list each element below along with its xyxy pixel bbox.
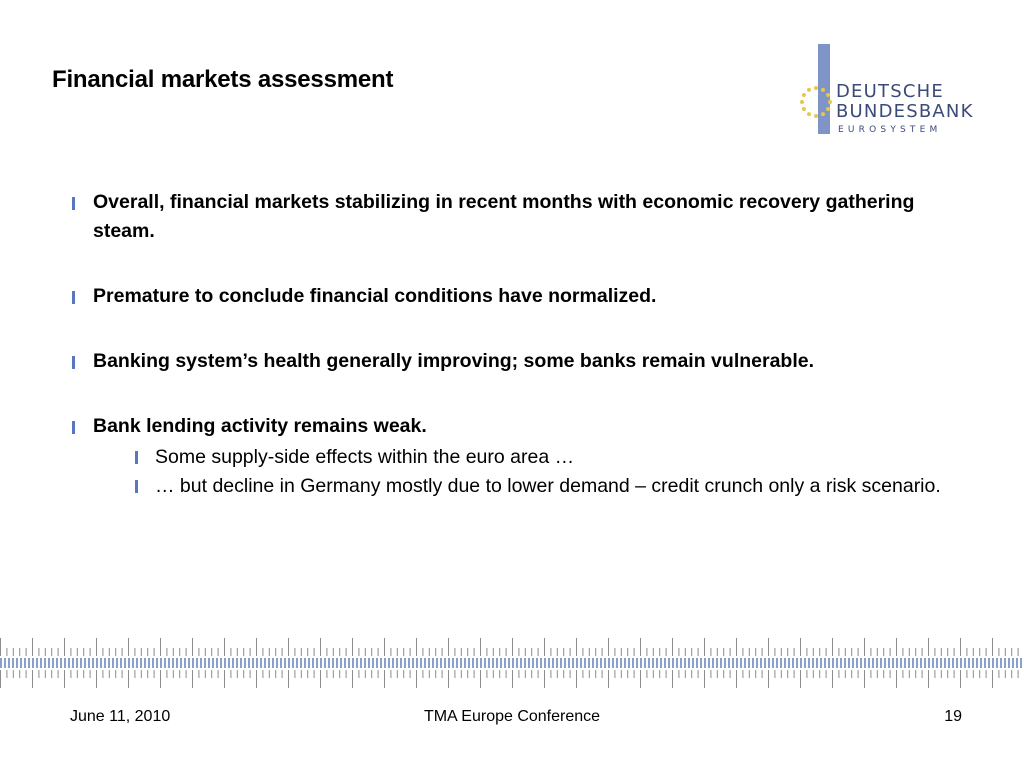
bullet-item (70, 347, 960, 376)
bullet-marker-icon (72, 197, 75, 210)
bullet-text: Overall, financial markets stabilizing in recent months with economic recovery gathering steam. (93, 191, 915, 242)
bullet-item (70, 282, 960, 311)
bullet-text: Banking system’s health generally improving; some banks remain vulnerable. (93, 350, 815, 372)
bullet-text: Premature to conclude financial conditions have normalized. (93, 285, 657, 307)
sub-bullet-list (93, 443, 960, 501)
bullet-item (70, 412, 960, 501)
sub-bullet-item (93, 472, 960, 501)
sub-bullet-item (93, 443, 960, 472)
ruler-decoration (0, 638, 1024, 688)
footer-conference: TMA Europe Conference (423, 708, 601, 725)
logo-text-deutsche: DEUTSCHE (836, 81, 944, 102)
bullet-marker-icon (72, 356, 75, 369)
sub-bullet-text: Some supply-side effects within the euro area … (155, 446, 575, 468)
footer-page-number: 19 (944, 708, 962, 725)
bullet-marker-icon (72, 291, 75, 304)
footer-date: June 11, 2010 (70, 708, 171, 725)
bullet-marker-icon (72, 421, 75, 434)
bullet-text: Bank lending activity remains weak. (93, 415, 427, 437)
bullet-list (70, 188, 960, 501)
logo-text-bundesbank: BUNDESBANK (836, 101, 974, 122)
logo-text-eurosystem: EUROSYSTEM (838, 125, 942, 135)
slide-title: Financial markets assessment (52, 66, 394, 93)
bundesbank-logo (796, 40, 996, 140)
sub-bullet-marker-icon (135, 451, 138, 464)
sub-bullet-text: … but decline in Germany mostly due to lower demand – credit crunch only a risk scenario. (155, 475, 941, 497)
euro-stars-icon (798, 84, 834, 120)
bullet-item (70, 188, 960, 246)
sub-bullet-marker-icon (135, 480, 138, 493)
